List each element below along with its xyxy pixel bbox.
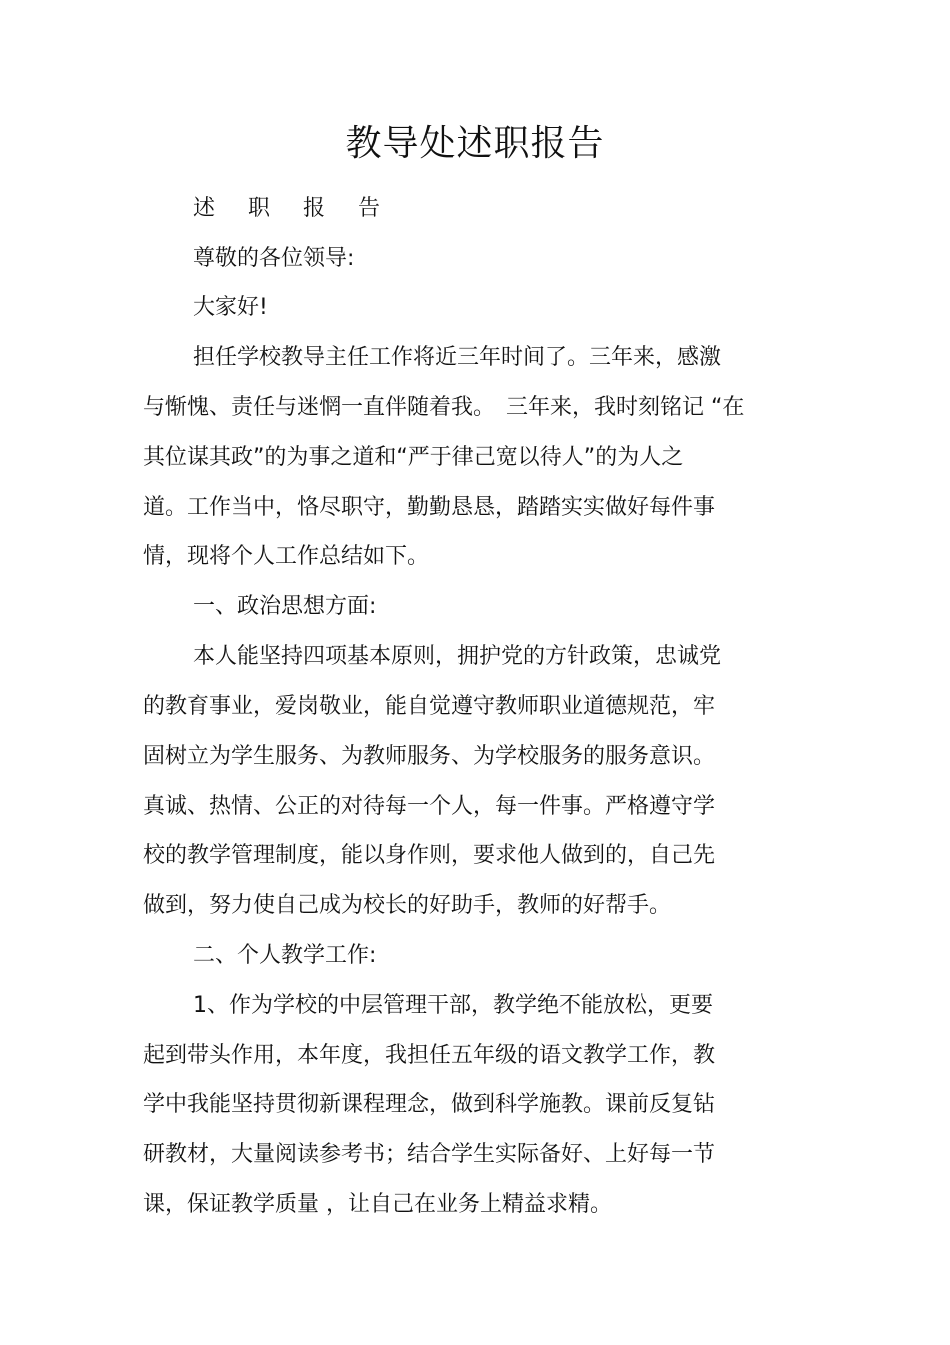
paragraph-line: 课，保证教学质量 ，让自己在业务上精益求精。 xyxy=(143,1192,612,1217)
paragraph-line: 道。工作当中，恪尽职守，勤勤恳恳，踏踏实实做好每件事 xyxy=(143,495,716,520)
paragraph-line: 的教育事业，爱岗敬业，能自觉遵守教师职业道德规范，牢 xyxy=(143,694,716,719)
document-title: 教导处述职报告 xyxy=(345,123,605,164)
paragraph-line: 做到，努力使自己成为校长的好助手，教师的好帮手。 xyxy=(143,893,672,918)
paragraph-line: 与惭愧、责任与迷惘一直伴随着我。 三年来，我时刻铭记 “在 xyxy=(143,395,745,420)
paragraph-line: 校的教学管理制度，能以身作则，要求他人做到的，自己先 xyxy=(143,843,716,868)
report-heading: 述 职 报 告 xyxy=(193,196,393,221)
paragraph-line: 担任学校教导主任工作将近三年时间了。三年来，感激 xyxy=(193,345,722,370)
paragraph-line: 起到带头作用，本年度，我担任五年级的语文教学工作，教 xyxy=(143,1043,716,1068)
section-heading-teaching: 二、个人教学工作: xyxy=(193,943,377,968)
paragraph-line: 固树立为学生服务、为教师服务、为学校服务的服务意识。 xyxy=(143,744,716,769)
section-heading-politics: 一、政治思想方面: xyxy=(193,594,377,619)
paragraph-line: 其位谋其政”的为事之道和“严于律己宽以待人”的为人之 xyxy=(143,445,684,470)
paragraph-line: 研教材，大量阅读参考书；结合学生实际备好、上好每一节 xyxy=(143,1142,716,1167)
paragraph-line: 情，现将个人工作总结如下。 xyxy=(143,544,430,569)
greeting: 大家好! xyxy=(193,295,268,320)
paragraph-line: 真诚、热情、公正的对待每一个人，每一件事。严格遵守学 xyxy=(143,794,716,819)
paragraph-line: 1、作为学校的中层管理干部，教学绝不能放松，更要 xyxy=(193,993,713,1018)
salutation: 尊敬的各位领导: xyxy=(193,246,355,271)
paragraph-line: 学中我能坚持贯彻新课程理念，做到科学施教。课前反复钻 xyxy=(143,1092,716,1117)
paragraph-line: 本人能坚持四项基本原则，拥护党的方针政策，忠诚党 xyxy=(193,644,722,669)
